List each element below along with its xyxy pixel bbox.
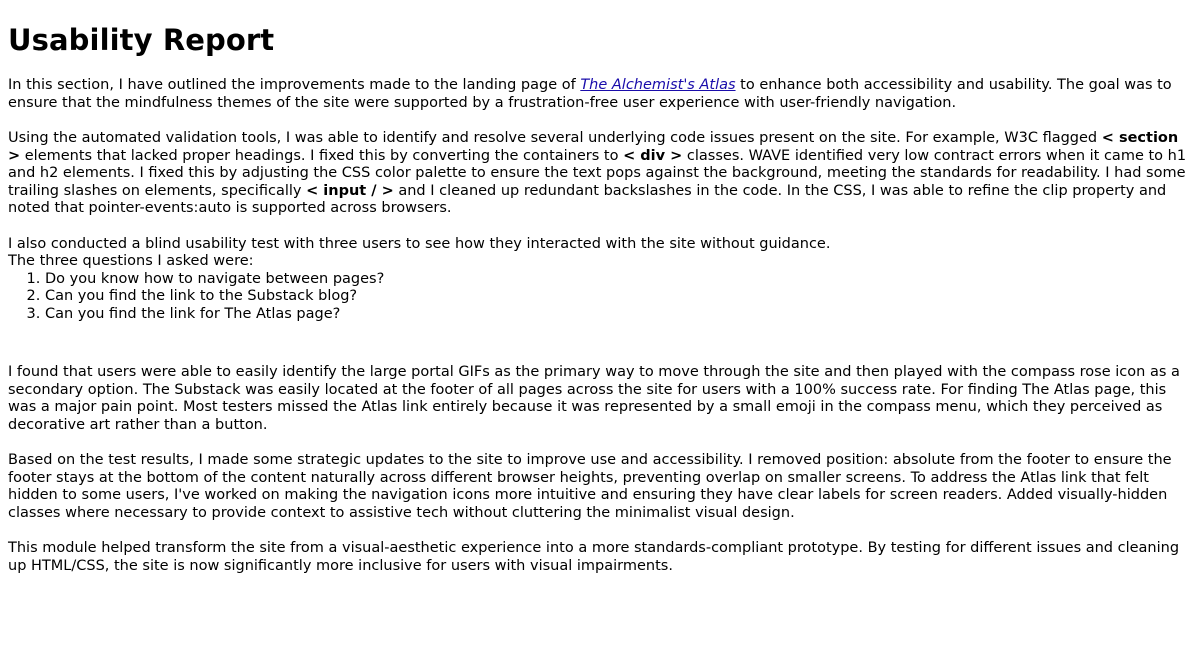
validation-text-4: and I cleaned up redundant backslashes in the code. In the CSS, I was able to refine the clip property and noted that pointer-events:auto is supported across browsers. — [8, 182, 1167, 216]
div-tag-code: < div > — [623, 147, 683, 164]
updates-paragraph: Based on the test results, I made some strategic updates to the site to improve use and accessibility. I removed position: absolute from the footer to ensure the footer stays at the bottom of the content naturally across different browser heights, preventing overlap on smaller screens. To address the Atlas link that felt hidden to some users, I've worked on making the navigation icons more intuitive and ensuring they have clear labels for screen readers. Added visually-hidden classes where necessary to provide context to assistive tech without cluttering the minimalist visual design. — [8, 452, 1172, 521]
conclusion-paragraph: This module helped transform the site from a visual-aesthetic experience into a more standards-compliant prototype. By testing for different issues and cleaning up HTML/CSS, the site is now significantly more inclusive for users with visual impairments. — [8, 540, 1180, 574]
questions-list — [8, 271, 1192, 324]
usability-test-line-2: The three questions I asked were: — [8, 253, 254, 269]
validation-text-1: Using the automated validation tools, I was able to identify and resolve several underlying code issues present on the site. For example, W3C flagged — [8, 130, 1102, 146]
validation-text-3: classes. WAVE identified very low contract errors when it came to h1 and h2 elements. I fixed this by adjusting the CSS color palette to ensure the text pops against the background, meeting the standards for readability. I had some trailing slashes on elements, specifically — [8, 147, 1187, 199]
question-item: 2. Can you find the link to the Substack blog? — [45, 288, 1192, 306]
question-item: 3. Can you find the link for The Atlas page? — [45, 306, 1192, 324]
findings-paragraph: I found that users were able to easily identify the large portal GIFs as the primary way to move through the site and then played with the compass rose icon as a secondary option. The Substack was easily located at the footer of all pages across the site for users with a 100% success rate. For finding The Atlas page, this was a major pain point. Most testers missed the Atlas link entirely because it was represented by a small emoji in the compass menu, which they perceived as decorative art rather than a button. — [8, 364, 1180, 433]
report-page — [0, 22, 1200, 575]
intro-paragraph — [8, 77, 1192, 112]
input-tag-code: < input / > — [306, 182, 394, 199]
intro-text-before: In this section, I have outlined the improvements made to the landing page of — [8, 77, 581, 93]
page-title: Usability Report — [8, 23, 275, 57]
question-item: 1. Do you know how to navigate between pages? — [45, 271, 1192, 289]
intro-text-after: to enhance both accessibility and usability. The goal was to ensure that the mindfulness themes of the site were supported by a frustration-free user experience with user-friendly navigation. — [8, 77, 1172, 111]
validation-text-2: elements that lacked proper headings. I fixed this by converting the containers to — [20, 147, 624, 164]
usability-test-paragraph — [8, 236, 1192, 271]
validation-paragraph — [8, 130, 1192, 218]
alchemists-atlas-link[interactable]: The Alchemist's Atlas — [580, 77, 736, 93]
usability-test-line-1: I also conducted a blind usability test with three users to see how they interacted with the site without guidance. — [8, 235, 831, 252]
section-tag-code: < section > — [8, 130, 1179, 164]
